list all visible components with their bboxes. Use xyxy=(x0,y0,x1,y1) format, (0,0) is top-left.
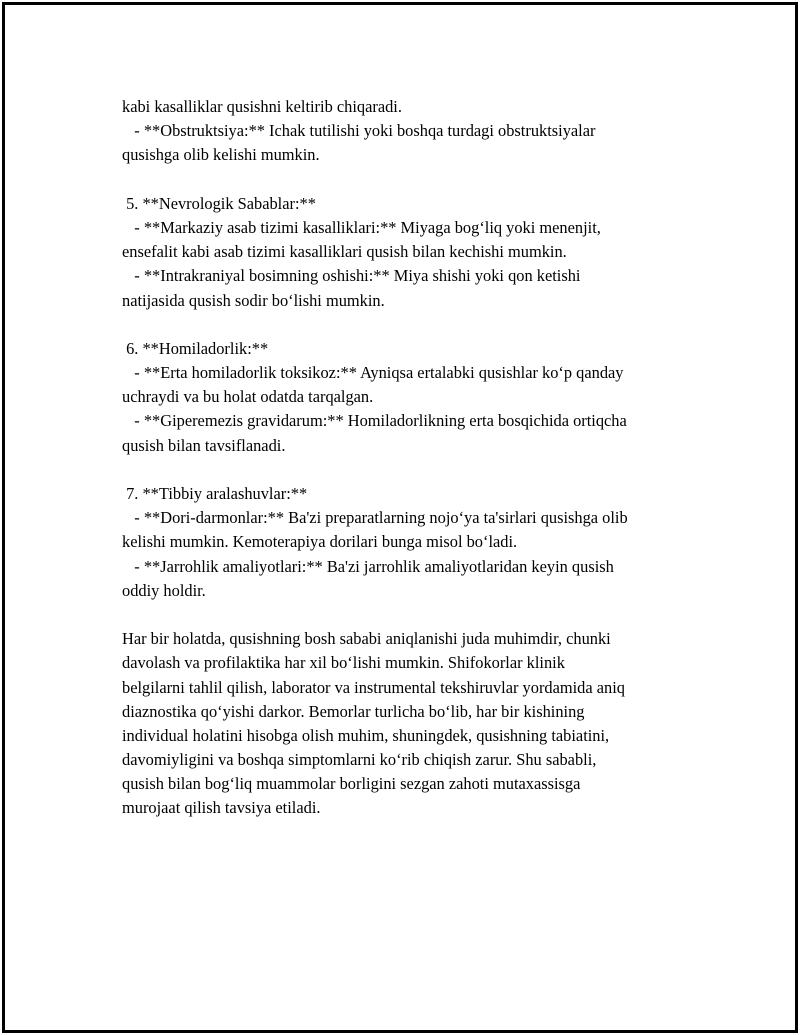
document-body xyxy=(122,95,702,821)
text-line: - **Giperemezis gravidarum:** Homiladorlikning erta bosqichida ortiqcha xyxy=(122,411,627,431)
paragraph-line: Har bir holatda, qusishning bosh sababi aniqlanishi juda muhimdir, chunki xyxy=(122,629,611,649)
blank-line xyxy=(122,603,702,627)
text-line: qusish bilan tavsiflanadi. xyxy=(122,435,286,455)
paragraph-line: belgilarni tahlil qilish, laborator va instrumental tekshiruvlar yordamida aniq xyxy=(122,677,625,697)
page-frame xyxy=(2,2,798,1033)
text-line: - **Obstruktsiya:** Ichak tutilishi yoki boshqa turdagi obstruktsiyalar xyxy=(122,121,596,141)
text-line: qusishga olib kelishi mumkin. xyxy=(122,145,320,165)
blank-line xyxy=(122,313,702,337)
text-line: - **Dori-darmonlar:** Ba'zi preparatlarning nojo‘ya ta'sirlari qusishga olib xyxy=(122,508,628,528)
paragraph-line: davolash va profilaktika har xil bo‘lishi mumkin. Shifokorlar klinik xyxy=(122,653,565,673)
text-line: - **Erta homiladorlik toksikoz:** Ayniqsa ertalabki qusishlar ko‘p qanday xyxy=(122,363,624,383)
paragraph-line: individual holatini hisobga olish muhim, shuningdek, qusishning tabiatini, xyxy=(122,725,610,745)
blank-line xyxy=(122,168,702,192)
text-line: - **Intrakraniyal bosimning oshishi:** Miya shishi yoki qon ketishi xyxy=(122,266,581,286)
text-line: kabi kasalliklar qusishni keltirib chiqaradi. xyxy=(122,97,402,116)
text-line: oddiy holdir. xyxy=(122,580,206,600)
paragraph-line: qusish bilan bog‘liq muammolar borligini sezgan zahoti mutaxassisga xyxy=(122,774,581,794)
text-line: uchraydi va bu holat odatda tarqalgan. xyxy=(122,387,374,407)
section-heading: 6. **Homiladorlik:** xyxy=(122,338,269,358)
paragraph-line: diaznostika qo‘yishi darkor. Bemorlar turlicha bo‘lib, har bir kishining xyxy=(122,701,585,721)
paragraph-line: murojaat qilish tavsiya etiladi. xyxy=(122,798,321,818)
section-heading: 5. **Nevrologik Sabablar:** xyxy=(122,193,316,213)
text-line: kelishi mumkin. Kemoterapiya dorilari bunga misol bo‘ladi. xyxy=(122,532,518,552)
blank-line xyxy=(122,458,702,482)
text-line: natijasida qusish sodir bo‘lishi mumkin. xyxy=(122,290,385,310)
text-line: - **Markaziy asab tizimi kasalliklari:** Miyaga bog‘liq yoki menenjit, xyxy=(122,217,601,237)
text-line: - **Jarrohlik amaliyotlari:** Ba'zi jarrohlik amaliyotlaridan keyin qusish xyxy=(122,556,614,576)
text-line: ensefalit kabi asab tizimi kasalliklari qusish bilan kechishi mumkin. xyxy=(122,242,567,262)
paragraph-line: davomiyligini va boshqa simptomlarni ko‘rib chiqish zarur. Shu sababli, xyxy=(122,750,597,770)
section-heading: 7. **Tibbiy aralashuvlar:** xyxy=(122,484,308,503)
